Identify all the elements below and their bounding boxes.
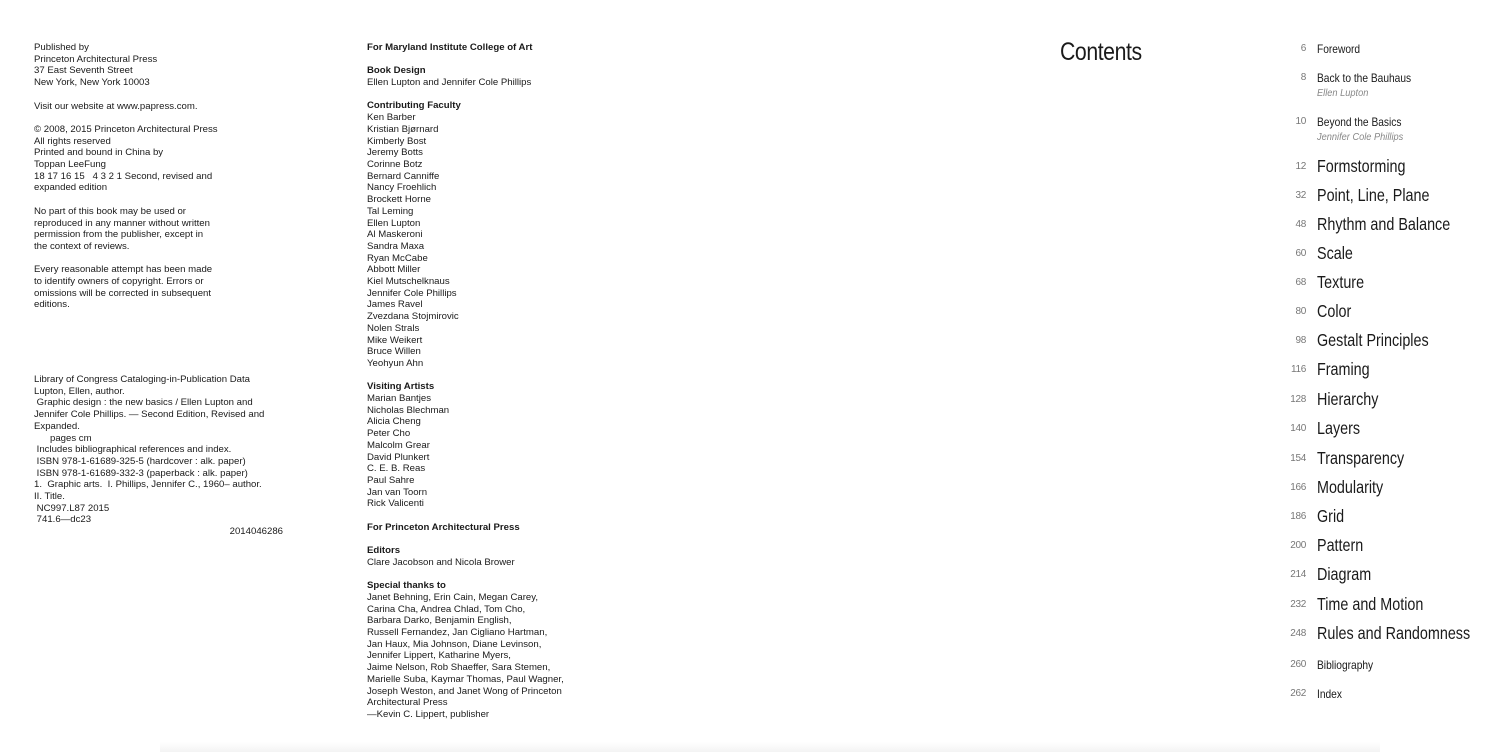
- toc-page-number: 186: [1290, 511, 1306, 522]
- text-line: Jaime Nelson, Rob Shaeffer, Sara Stemen,: [367, 662, 551, 674]
- book-design-names: Ellen Lupton and Jennifer Cole Phillips: [367, 77, 532, 89]
- thanks-heading: Special thanks to: [367, 580, 446, 592]
- book-design-heading: Book Design: [367, 65, 426, 77]
- text-line: Toppan LeeFung: [34, 159, 107, 170]
- editors-names: Clare Jacobson and Nicola Brower: [367, 556, 515, 568]
- text-line: Russell Fernandez, Jan Cigliano Hartman,: [367, 627, 548, 639]
- text-line: David Plunkert: [367, 451, 430, 463]
- text-line: Graphic design : the new basics / Ellen Lupton and: [34, 397, 253, 409]
- mica-heading: For Maryland Institute College of Art: [367, 42, 533, 53]
- toc-page-number: 214: [1290, 569, 1306, 580]
- toc-title: Bibliography: [1317, 658, 1374, 672]
- text-line: 741.6—dc23: [34, 514, 92, 526]
- text-line: Bernard Canniffe: [367, 170, 440, 182]
- text-line: Nicholas Blechman: [367, 404, 450, 416]
- toc-title: Transparency: [1317, 448, 1405, 468]
- toc-page-number: 154: [1290, 453, 1306, 464]
- text-line: editions.: [34, 299, 70, 311]
- text-line: Zvezdana Stojmirovic: [367, 311, 459, 323]
- toc-page-number: 80: [1295, 306, 1306, 317]
- copyright-note-block: [34, 264, 289, 311]
- text-line: Alicia Cheng: [367, 416, 421, 428]
- toc-page-number: 10: [1295, 116, 1306, 127]
- toc-author: Ellen Lupton: [1317, 87, 1369, 99]
- text-line: Al Maskeroni: [367, 229, 423, 241]
- text-line: Jan Haux, Mia Johnson, Diane Levinson,: [367, 638, 542, 650]
- text-line: 1. Graphic arts. I. Phillips, Jennifer C., 1960– author.: [34, 479, 262, 491]
- toc-title: Hierarchy: [1317, 389, 1379, 409]
- toc-page-number: 166: [1290, 482, 1306, 493]
- toc-page-number: 232: [1290, 599, 1306, 610]
- toc-title: Point, Line, Plane: [1317, 185, 1430, 205]
- toc-author: Jennifer Cole Phillips: [1317, 131, 1404, 143]
- editors-heading: Editors: [367, 545, 401, 557]
- toc-title: Diagram: [1317, 564, 1372, 584]
- text-line: Jennifer Cole Phillips: [367, 287, 457, 299]
- text-line: Mike Weikert: [367, 334, 423, 346]
- text-line: omissions will be corrected in subsequent: [34, 287, 212, 299]
- text-line: to identify owners of copyright. Errors or: [34, 276, 204, 287]
- publisher-block: [34, 42, 289, 89]
- text-line: Jennifer Cole Phillips. — Second Edition, Revised and: [34, 409, 265, 421]
- toc-page-number: 48: [1295, 219, 1306, 230]
- text-line: pages cm: [34, 432, 92, 444]
- text-line: Jeremy Botts: [367, 147, 423, 159]
- text-line: Jennifer Lippert, Katharine Myers,: [367, 650, 511, 662]
- text-line: Tal Leming: [367, 205, 414, 217]
- text-line: Nancy Froehlich: [367, 182, 437, 194]
- toc-page-number: 140: [1290, 423, 1306, 434]
- toc-title: Gestalt Principles: [1317, 330, 1429, 350]
- text-line: II. Title.: [34, 491, 65, 503]
- toc-title: Grid: [1317, 506, 1345, 526]
- toc-title: Time and Motion: [1317, 594, 1424, 614]
- text-line: permission from the publisher, except in: [34, 229, 204, 241]
- text-line: Published by: [34, 42, 89, 53]
- text-line: Malcolm Grear: [367, 439, 430, 451]
- toc-title: Pattern: [1317, 535, 1364, 555]
- toc-page-number: 98: [1295, 335, 1306, 346]
- text-line: Corinne Botz: [367, 159, 423, 170]
- toc-title: Rules and Randomness: [1317, 623, 1471, 643]
- text-line: Yeohyun Ahn: [367, 357, 424, 369]
- toc-title: Color: [1317, 301, 1352, 321]
- toc-title: Layers: [1317, 418, 1361, 438]
- artists-heading: Visiting Artists: [367, 381, 435, 393]
- toc-page-number: 8: [1300, 72, 1306, 83]
- faculty-heading: Contributing Faculty: [367, 100, 461, 112]
- text-line: ISBN 978-1-61689-332-3 (paperback : alk. paper): [34, 467, 248, 479]
- toc-page-number: 116: [1290, 364, 1306, 375]
- permission-block: [34, 206, 289, 253]
- text-line: 37 East Seventh Street: [34, 65, 133, 77]
- cip-number: 2014046286: [229, 526, 283, 537]
- toc-page-number: 200: [1290, 540, 1306, 551]
- toc-page-number: 32: [1295, 190, 1306, 201]
- text-line: Includes bibliographical references and index.: [34, 444, 232, 456]
- text-line: © 2008, 2015 Princeton Architectural Press: [34, 123, 218, 135]
- text-line: NC997.L87 2015: [34, 502, 110, 514]
- text-line: Bruce Willen: [367, 346, 421, 358]
- text-line: Paul Sahre: [367, 474, 415, 486]
- text-line: Kristian Bjørnard: [367, 123, 439, 135]
- text-line: Ryan McCabe: [367, 252, 428, 264]
- toc-title: Foreword: [1317, 42, 1361, 56]
- toc-title: Formstorming: [1317, 156, 1406, 176]
- text-line: No part of this book may be used or: [34, 205, 186, 217]
- toc-page-number: 248: [1290, 628, 1306, 639]
- toc-page-number: 68: [1295, 277, 1306, 288]
- toc-page-number: 128: [1290, 394, 1306, 405]
- pap-heading: For Princeton Architectural Press: [367, 521, 520, 533]
- rights-block: [34, 124, 289, 194]
- toc-page-number: 262: [1290, 688, 1306, 699]
- text-line: Every reasonable attempt has been made: [34, 264, 213, 276]
- text-line: Kiel Mutschelknaus: [367, 276, 450, 288]
- text-line: expanded edition: [34, 182, 108, 194]
- contents-title: Contents: [1060, 38, 1142, 66]
- text-line: Architectural Press: [367, 697, 448, 709]
- toc-title: Scale: [1317, 243, 1353, 263]
- text-line: Princeton Architectural Press: [34, 53, 158, 65]
- toc-title: Modularity: [1317, 477, 1384, 497]
- text-line: ISBN 978-1-61689-325-5 (hardcover : alk. paper): [34, 455, 246, 467]
- text-line: James Ravel: [367, 299, 423, 311]
- toc-page-number: 6: [1300, 43, 1306, 54]
- text-line: Marian Bantjes: [367, 393, 431, 405]
- text-line: Rick Valicenti: [367, 498, 424, 510]
- text-line: New York, New York 10003: [34, 77, 150, 89]
- text-line: Peter Cho: [367, 428, 411, 440]
- cip-data-block: [34, 374, 294, 526]
- website-block: [34, 101, 289, 113]
- colophon-column: [34, 42, 289, 323]
- text-line: —Kevin C. Lippert, publisher: [367, 708, 490, 720]
- toc-title: Rhythm and Balance: [1317, 214, 1451, 234]
- text-line: Nolen Strals: [367, 322, 420, 334]
- text-line: Ken Barber: [367, 112, 416, 124]
- text-line: Expanded.: [34, 420, 80, 432]
- text-line: Library of Congress Cataloging-in-Publication Data: [34, 374, 250, 385]
- text-line: Brockett Horne: [367, 194, 431, 206]
- credits-column: [367, 42, 607, 732]
- toc-title: Back to the Bauhaus: [1317, 71, 1412, 85]
- text-line: All rights reserved: [34, 135, 111, 147]
- text-line: Marielle Suba, Kaymar Thomas, Paul Wagner,: [367, 673, 564, 685]
- text-line: Abbott Miller: [367, 264, 421, 276]
- text-line: 18 17 16 15 4 3 2 1 Second, revised and: [34, 170, 213, 182]
- thanks-list: [367, 592, 607, 721]
- toc-page-number: 12: [1295, 161, 1306, 172]
- text-line: Janet Behning, Erin Cain, Megan Carey,: [367, 591, 539, 603]
- text-line: Sandra Maxa: [367, 240, 425, 252]
- text-line: Joseph Weston, and Janet Wong of Princeton: [367, 685, 562, 697]
- text-line: Printed and bound in China by: [34, 147, 164, 159]
- text-line: Lupton, Ellen, author.: [34, 385, 125, 397]
- text-line: Kimberly Bost: [367, 135, 427, 147]
- text-line: Barbara Darko, Benjamin English,: [367, 615, 512, 627]
- toc-title: Index: [1317, 687, 1342, 701]
- page-gutter-shadow: [160, 742, 1380, 752]
- artists-list: [367, 393, 607, 510]
- text-line: reproduced in any manner without written: [34, 217, 210, 229]
- toc-title: Texture: [1317, 272, 1365, 292]
- text-line: C. E. B. Reas: [367, 463, 426, 475]
- toc-title: Beyond the Basics: [1317, 115, 1402, 129]
- toc-page-number: 260: [1290, 659, 1306, 670]
- text-line: Visit our website at www.papress.com.: [34, 100, 198, 112]
- toc-title: Framing: [1317, 359, 1370, 379]
- text-line: the context of reviews.: [34, 240, 130, 252]
- text-line: Jan van Toorn: [367, 486, 428, 498]
- faculty-list: [367, 112, 607, 369]
- text-line: Ellen Lupton: [367, 217, 421, 229]
- text-line: Carina Cha, Andrea Chlad, Tom Cho,: [367, 603, 526, 615]
- toc-page-number: 60: [1295, 248, 1306, 259]
